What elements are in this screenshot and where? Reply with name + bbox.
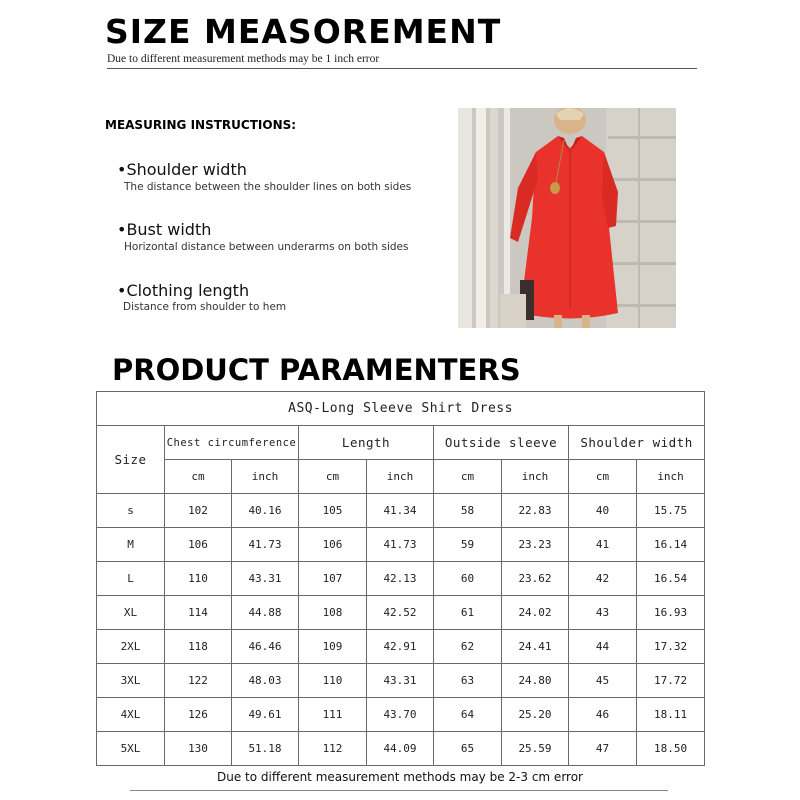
dress-illustration — [458, 108, 676, 328]
table-cell: 15.75 — [637, 494, 705, 528]
size-column-header: Size — [97, 426, 165, 494]
table-cell: 44.88 — [232, 596, 299, 630]
unit-cell: cm — [299, 460, 367, 494]
table-row — [97, 698, 705, 732]
table-cell: 106 — [299, 528, 367, 562]
table-cell: 40.16 — [232, 494, 299, 528]
table-cell: 41.34 — [367, 494, 434, 528]
unit-cell: cm — [434, 460, 502, 494]
table-cell: 47 — [569, 732, 637, 766]
table-cell: 64 — [434, 698, 502, 732]
table-row — [97, 528, 705, 562]
bust-width-title: •Bust width — [117, 220, 212, 239]
size-cell: 4XL — [97, 698, 165, 732]
table-cell: 24.80 — [502, 664, 569, 698]
table-cell: 41.73 — [367, 528, 434, 562]
size-chart-table — [96, 391, 705, 766]
table-cell: 22.83 — [502, 494, 569, 528]
table-cell: 48.03 — [232, 664, 299, 698]
measurement-error-note: Due to different measurement methods may be 1 inch error — [107, 53, 380, 65]
table-cell: 23.62 — [502, 562, 569, 596]
table-cell: 46 — [569, 698, 637, 732]
table-cell: 23.23 — [502, 528, 569, 562]
table-cell: 42 — [569, 562, 637, 596]
table-cell: 41 — [569, 528, 637, 562]
table-caption-row — [97, 392, 705, 426]
table-cell: 17.32 — [637, 630, 705, 664]
table-row — [97, 630, 705, 664]
footer-error-note: Due to different measurement methods may be 2-3 cm error — [217, 770, 583, 784]
table-cell: 16.54 — [637, 562, 705, 596]
table-cell: 40 — [569, 494, 637, 528]
table-cell: 107 — [299, 562, 367, 596]
table-cell: 111 — [299, 698, 367, 732]
table-cell: 24.02 — [502, 596, 569, 630]
table-row — [97, 494, 705, 528]
table-cell: 42.52 — [367, 596, 434, 630]
table-cell: 24.41 — [502, 630, 569, 664]
table-cell: 43.70 — [367, 698, 434, 732]
unit-cell: cm — [165, 460, 232, 494]
product-parameters-heading: PRODUCT PARAMENTERS — [112, 353, 521, 387]
table-cell: 44.09 — [367, 732, 434, 766]
table-cell: 44 — [569, 630, 637, 664]
table-cell: 65 — [434, 732, 502, 766]
size-cell: XL — [97, 596, 165, 630]
table-cell: 102 — [165, 494, 232, 528]
unit-cell: inch — [637, 460, 705, 494]
table-cell: 41.73 — [232, 528, 299, 562]
table-cell: 60 — [434, 562, 502, 596]
table-cell: 46.46 — [232, 630, 299, 664]
table-row — [97, 562, 705, 596]
table-cell: 16.14 — [637, 528, 705, 562]
table-row — [97, 732, 705, 766]
table-cell: 110 — [299, 664, 367, 698]
table-cell: 42.91 — [367, 630, 434, 664]
clothing-length-title: •Clothing length — [117, 281, 250, 300]
table-cell: 59 — [434, 528, 502, 562]
unit-cell: inch — [232, 460, 299, 494]
shoulder-width-header: Shoulder width — [569, 426, 705, 460]
table-cell: 61 — [434, 596, 502, 630]
table-cell: 17.72 — [637, 664, 705, 698]
size-cell: s — [97, 494, 165, 528]
table-cell: 126 — [165, 698, 232, 732]
table-cell: 118 — [165, 630, 232, 664]
size-cell: 3XL — [97, 664, 165, 698]
table-cell: 43.31 — [232, 562, 299, 596]
size-cell: 5XL — [97, 732, 165, 766]
table-unit-row — [97, 460, 705, 494]
table-cell: 49.61 — [232, 698, 299, 732]
table-cell: 25.59 — [502, 732, 569, 766]
unit-cell: cm — [569, 460, 637, 494]
table-cell: 25.20 — [502, 698, 569, 732]
instructions-heading: MEASURING INSTRUCTIONS: — [105, 118, 297, 132]
shoulder-width-title: •Shoulder width — [117, 160, 247, 179]
table-cell: 62 — [434, 630, 502, 664]
outside-sleeve-header: Outside sleeve — [434, 426, 569, 460]
table-cell: 18.11 — [637, 698, 705, 732]
shoulder-width-desc: The distance between the shoulder lines on both sides — [124, 181, 412, 193]
table-cell: 43.31 — [367, 664, 434, 698]
product-photo — [458, 108, 676, 328]
table-row — [97, 664, 705, 698]
size-cell: L — [97, 562, 165, 596]
table-cell: 16.93 — [637, 596, 705, 630]
size-cell: 2XL — [97, 630, 165, 664]
table-cell: 112 — [299, 732, 367, 766]
table-cell: 122 — [165, 664, 232, 698]
unit-cell: inch — [367, 460, 434, 494]
table-cell: 114 — [165, 596, 232, 630]
table-cell: 109 — [299, 630, 367, 664]
title-divider — [107, 68, 697, 69]
clothing-length-desc: Distance from shoulder to hem — [123, 301, 287, 313]
table-cell: 45 — [569, 664, 637, 698]
table-cell: 42.13 — [367, 562, 434, 596]
table-cell: 58 — [434, 494, 502, 528]
table-cell: 130 — [165, 732, 232, 766]
footer-divider — [130, 790, 668, 791]
table-group-header-row — [97, 426, 705, 460]
table-cell: 51.18 — [232, 732, 299, 766]
bust-width-desc: Horizontal distance between underarms on both sides — [124, 241, 409, 253]
table-cell: 108 — [299, 596, 367, 630]
table-title: ASQ-Long Sleeve Shirt Dress — [97, 392, 705, 426]
table-cell: 43 — [569, 596, 637, 630]
size-cell: M — [97, 528, 165, 562]
unit-cell: inch — [502, 460, 569, 494]
table-cell: 110 — [165, 562, 232, 596]
length-header: Length — [299, 426, 434, 460]
table-cell: 105 — [299, 494, 367, 528]
table-cell: 106 — [165, 528, 232, 562]
table-cell: 63 — [434, 664, 502, 698]
table-cell: 18.50 — [637, 732, 705, 766]
page-title: SIZE MEASOREMENT — [105, 12, 502, 51]
chest-circumference-header: Chest circumference — [165, 426, 299, 460]
table-row — [97, 596, 705, 630]
